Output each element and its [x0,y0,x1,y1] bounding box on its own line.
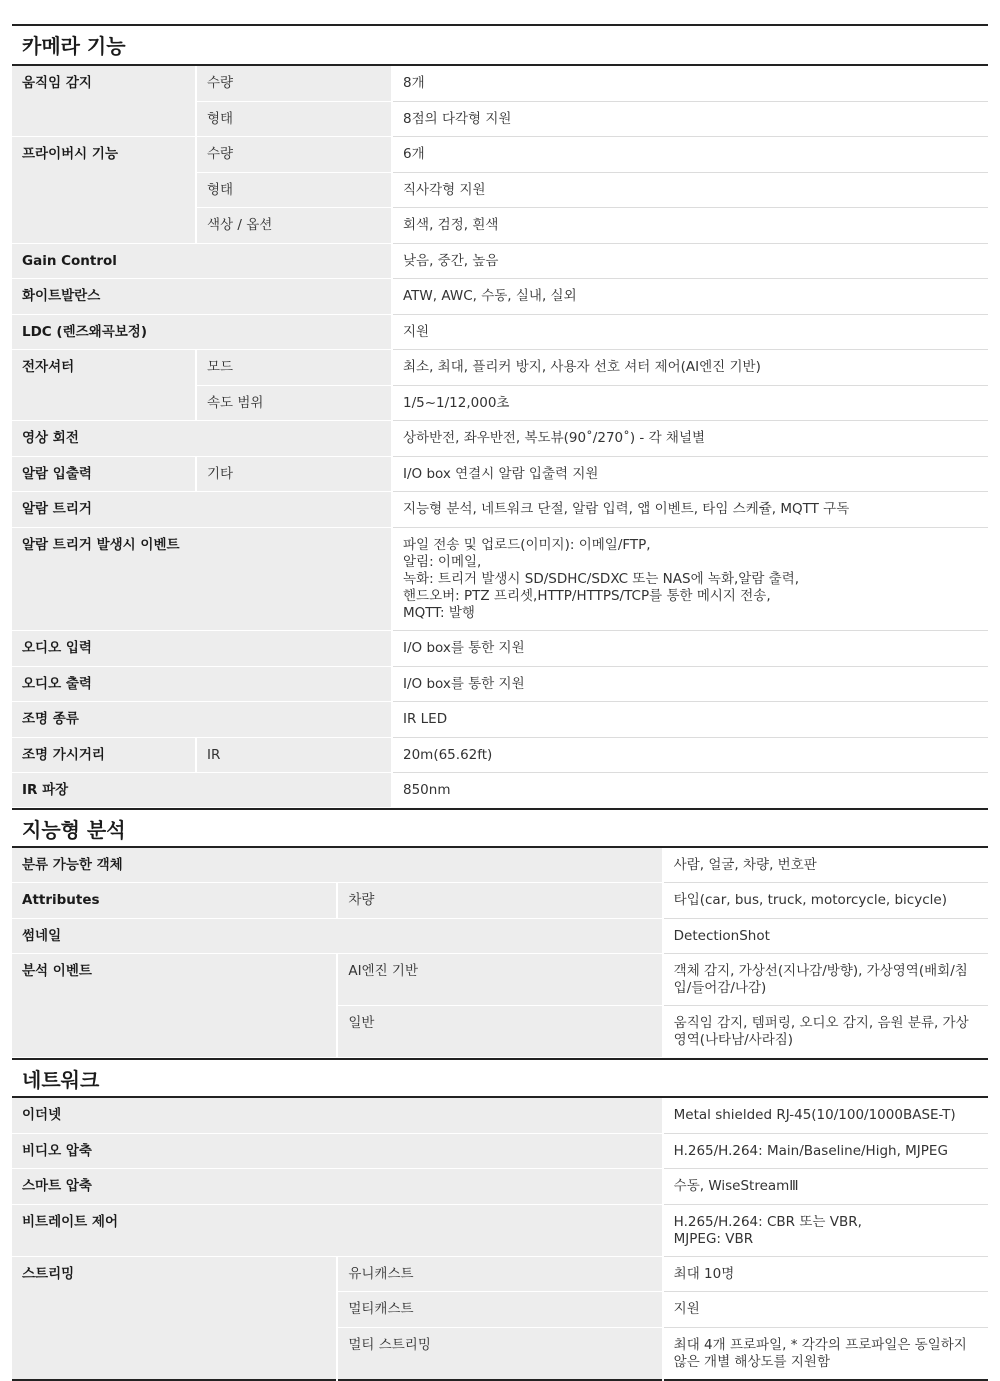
table-row [12,666,988,701]
spec-sheet [12,24,988,1381]
row-value: 20m(65.62ft) [392,737,988,772]
row-sublabel: 형태 [196,172,392,207]
row-sublabel: 멀티캐스트 [337,1292,662,1328]
row-value: 상하반전, 좌우반전, 복도뷰(90˚/270˚) - 각 채널별 [392,420,988,456]
row-sublabel: 유니캐스트 [337,1257,662,1292]
table-row [12,737,988,772]
row-value: 6개 [392,136,988,172]
row-value: 최대 4개 프로파일, * 각각의 프로파일은 동일하지 않은 개별 해상도를 지원함 [663,1328,988,1381]
table-row [12,278,988,314]
row-value: 8점의 다각형 지원 [392,101,988,136]
table-row [12,701,988,737]
row-label: 오디오 출력 [12,666,392,701]
table-row [12,491,988,527]
row-label: 알람 트리거 발생시 이벤트 [12,527,392,630]
row-label: Attributes [12,883,337,919]
section-title-network: 네트워크 [12,1058,988,1098]
table-row [12,883,988,919]
table-row [12,66,988,101]
table-row [12,1205,988,1257]
row-value: ATW, AWC, 수동, 실내, 실외 [392,278,988,314]
row-label: 영상 회전 [12,420,392,456]
row-value: I/O box 연결시 알람 입출력 지원 [392,456,988,491]
row-sublabel: IR [196,737,392,772]
row-value: 지능형 분석, 네트워크 단절, 알람 입력, 앱 이벤트, 타임 스케쥴, MQTT 구독 [392,491,988,527]
table-row [12,243,988,278]
row-label: 이더넷 [12,1098,663,1134]
row-value: H.265/H.264: Main/Baseline/High, MJPEG [663,1134,988,1169]
table-row [12,919,988,954]
section-title-analytics: 지능형 분석 [12,808,988,848]
table-row [12,954,988,1006]
row-value: 사람, 얼굴, 차량, 번호판 [663,848,988,883]
table-row [12,527,988,630]
row-sublabel: AI엔진 기반 [337,954,662,1006]
row-label: 움직임 감지 [12,66,196,136]
row-sublabel: 일반 [337,1006,662,1058]
row-label: 프라이버시 기능 [12,136,196,243]
row-label: 전자셔터 [12,349,196,420]
row-value: 객체 감지, 가상선(지나감/방향), 가상영역(배회/침입/들어감/나감) [663,954,988,1006]
row-value: 최소, 최대, 플리커 방지, 사용자 선호 셔터 제어(AI엔진 기반) [392,349,988,385]
row-value: IR LED [392,701,988,737]
row-label: 썸네일 [12,919,663,954]
row-value: 움직임 감지, 템퍼링, 오디오 감지, 음원 분류, 가상영역(나타남/사라짐) [663,1006,988,1058]
row-label: 알람 트리거 [12,491,392,527]
row-value: 회색, 검정, 흰색 [392,207,988,243]
row-label: 분류 가능한 객체 [12,848,663,883]
row-label: 스마트 압축 [12,1169,663,1205]
row-label: 비디오 압축 [12,1134,663,1169]
table-row [12,314,988,349]
section-title-camera: 카메라 기능 [12,26,988,66]
spec-table-network [12,1098,988,1381]
row-sublabel: 차량 [337,883,662,919]
table-row [12,1134,988,1169]
table-row [12,349,988,385]
row-label: LDC (렌즈왜곡보정) [12,314,392,349]
table-row [12,1257,988,1292]
row-label: 조명 종류 [12,701,392,737]
row-label: 알람 입출력 [12,456,196,491]
row-value: Metal shielded RJ-45(10/100/1000BASE-T) [663,1098,988,1134]
row-sublabel: 모드 [196,349,392,385]
row-value: 850nm [392,772,988,807]
table-row [12,420,988,456]
row-value: 1/5~1/12,000초 [392,385,988,420]
row-value: H.265/H.264: CBR 또는 VBR, MJPEG: VBR [663,1205,988,1257]
row-label: IR 파장 [12,772,392,807]
row-value: I/O box를 통한 지원 [392,666,988,701]
row-value: DetectionShot [663,919,988,954]
row-value: 지원 [663,1292,988,1328]
row-label: 스트리밍 [12,1257,337,1381]
table-row [12,1169,988,1205]
row-label: 오디오 입력 [12,630,392,666]
row-label: Gain Control [12,243,392,278]
row-value: 8개 [392,66,988,101]
row-sublabel: 멀티 스트리밍 [337,1328,662,1381]
row-sublabel: 색상 / 옵션 [196,207,392,243]
table-row [12,136,988,172]
row-value: 파일 전송 및 업로드(이미지): 이메일/FTP, 알림: 이메일, 녹화: 트리거 발생시 SD/SDHC/SDXC 또는 NAS에 녹화,알람 출력, 핸드오버: PTZ 프리셋,HTTP/HTTPS/TCP를 통한 메시지 전송, MQTT: 발행 [392,527,988,630]
row-label: 조명 가시거리 [12,737,196,772]
row-label: 화이트발란스 [12,278,392,314]
row-sublabel: 형태 [196,101,392,136]
table-row [12,772,988,807]
row-label: 비트레이트 제어 [12,1205,663,1257]
row-value: 타입(car, bus, truck, motorcycle, bicycle) [663,883,988,919]
row-sublabel: 수량 [196,66,392,101]
row-value: 직사각형 지원 [392,172,988,207]
table-row [12,630,988,666]
row-sublabel: 기타 [196,456,392,491]
spec-table-analytics [12,848,988,1058]
row-sublabel: 속도 범위 [196,385,392,420]
row-sublabel: 수량 [196,136,392,172]
table-row [12,456,988,491]
table-row [12,1098,988,1134]
row-label: 분석 이벤트 [12,954,337,1058]
spec-table-camera [12,66,988,808]
row-value: 최대 10명 [663,1257,988,1292]
row-value: 낮음, 중간, 높음 [392,243,988,278]
row-value: I/O box를 통한 지원 [392,630,988,666]
row-value: 수동, WiseStreamⅢ [663,1169,988,1205]
table-row [12,848,988,883]
row-value: 지원 [392,314,988,349]
